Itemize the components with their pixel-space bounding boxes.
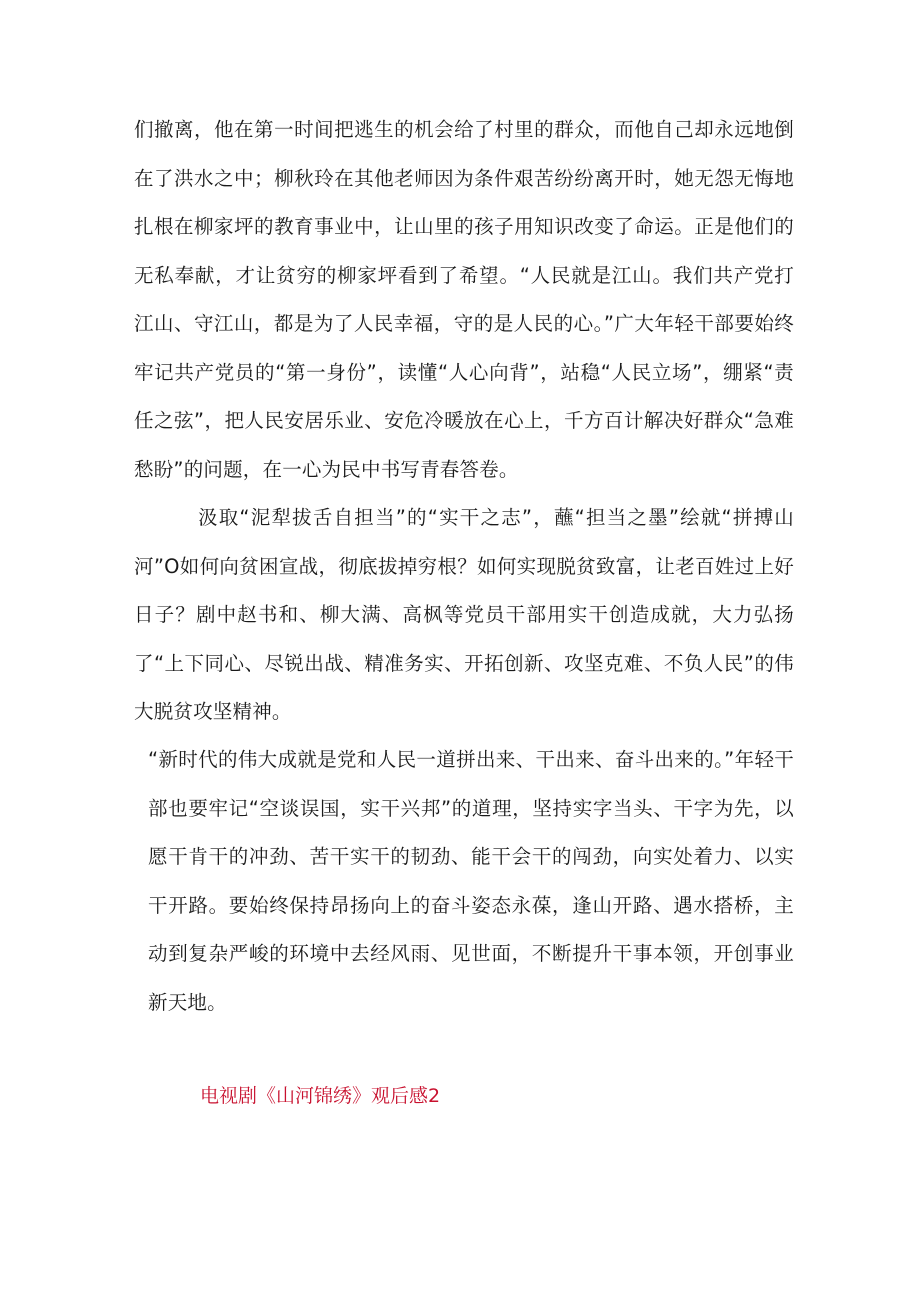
body-paragraph-1: 们撤离，他在第一时间把逃生的机会给了村里的群众，而他自己却永远地倒在了洪水之中；柳秋玲在其他老师因为条件艰苦纷纷离开时，她无怨无悔地扎根在柳家坪的教育事业中，让山里的孩子用知识改变了命运。正是他们的无私奉献，才让贫穷的柳家坪看到了希望。“人民就是江山。我们共产党打江山、守江山，都是为了人民幸福，守的是人民的心。”广大年轻干部要始终牢记共产党员的“第一身份”，读懂“人心向背”，站稳“人民立场”，绷紧“责任之弦”，把人民安居乐业、安危冷暖放在心上，千方百计解决好群众“急难愁盼”的问题，在一心为民中书写青春答卷。	[134, 118, 794, 481]
body-paragraph-2: 汲取“泥犁拔舌自担当”的“实干之志”，蘸“担当之墨”绘就“拼搏山河”O如何向贫困宣战，彻底拔掉穷根？如何实现脱贫致富，让老百姓过上好日子？剧中赵书和、柳大满、高枫等党员干部用实干创造成就，大力弘扬了“上下同心、尽锐出战、精准务实、开拓创新、攻坚克难、不负人民”的伟大脱贫攻坚精神。	[134, 506, 794, 723]
body-paragraph-3: “新时代的伟大成就是党和人民一道拼出来、干出来、奋斗出来的。”年轻干部也要牢记“空谈误国，实干兴邦”的道理，坚持实字当头、干字为先，以愿干肯干的冲劲、苦干实干的韧劲、能干会干的闯劲，向实处着力、以实干开路。要始终保持昂扬向上的奋斗姿态永葆，逢山开路、遇水搭桥，主动到复杂严峻的环境中去经风雨、见世面，不断提升干事本领，开创事业新天地。	[148, 748, 794, 1014]
section-heading: 电视剧《山河锦绣》观后感2	[200, 1085, 441, 1107]
